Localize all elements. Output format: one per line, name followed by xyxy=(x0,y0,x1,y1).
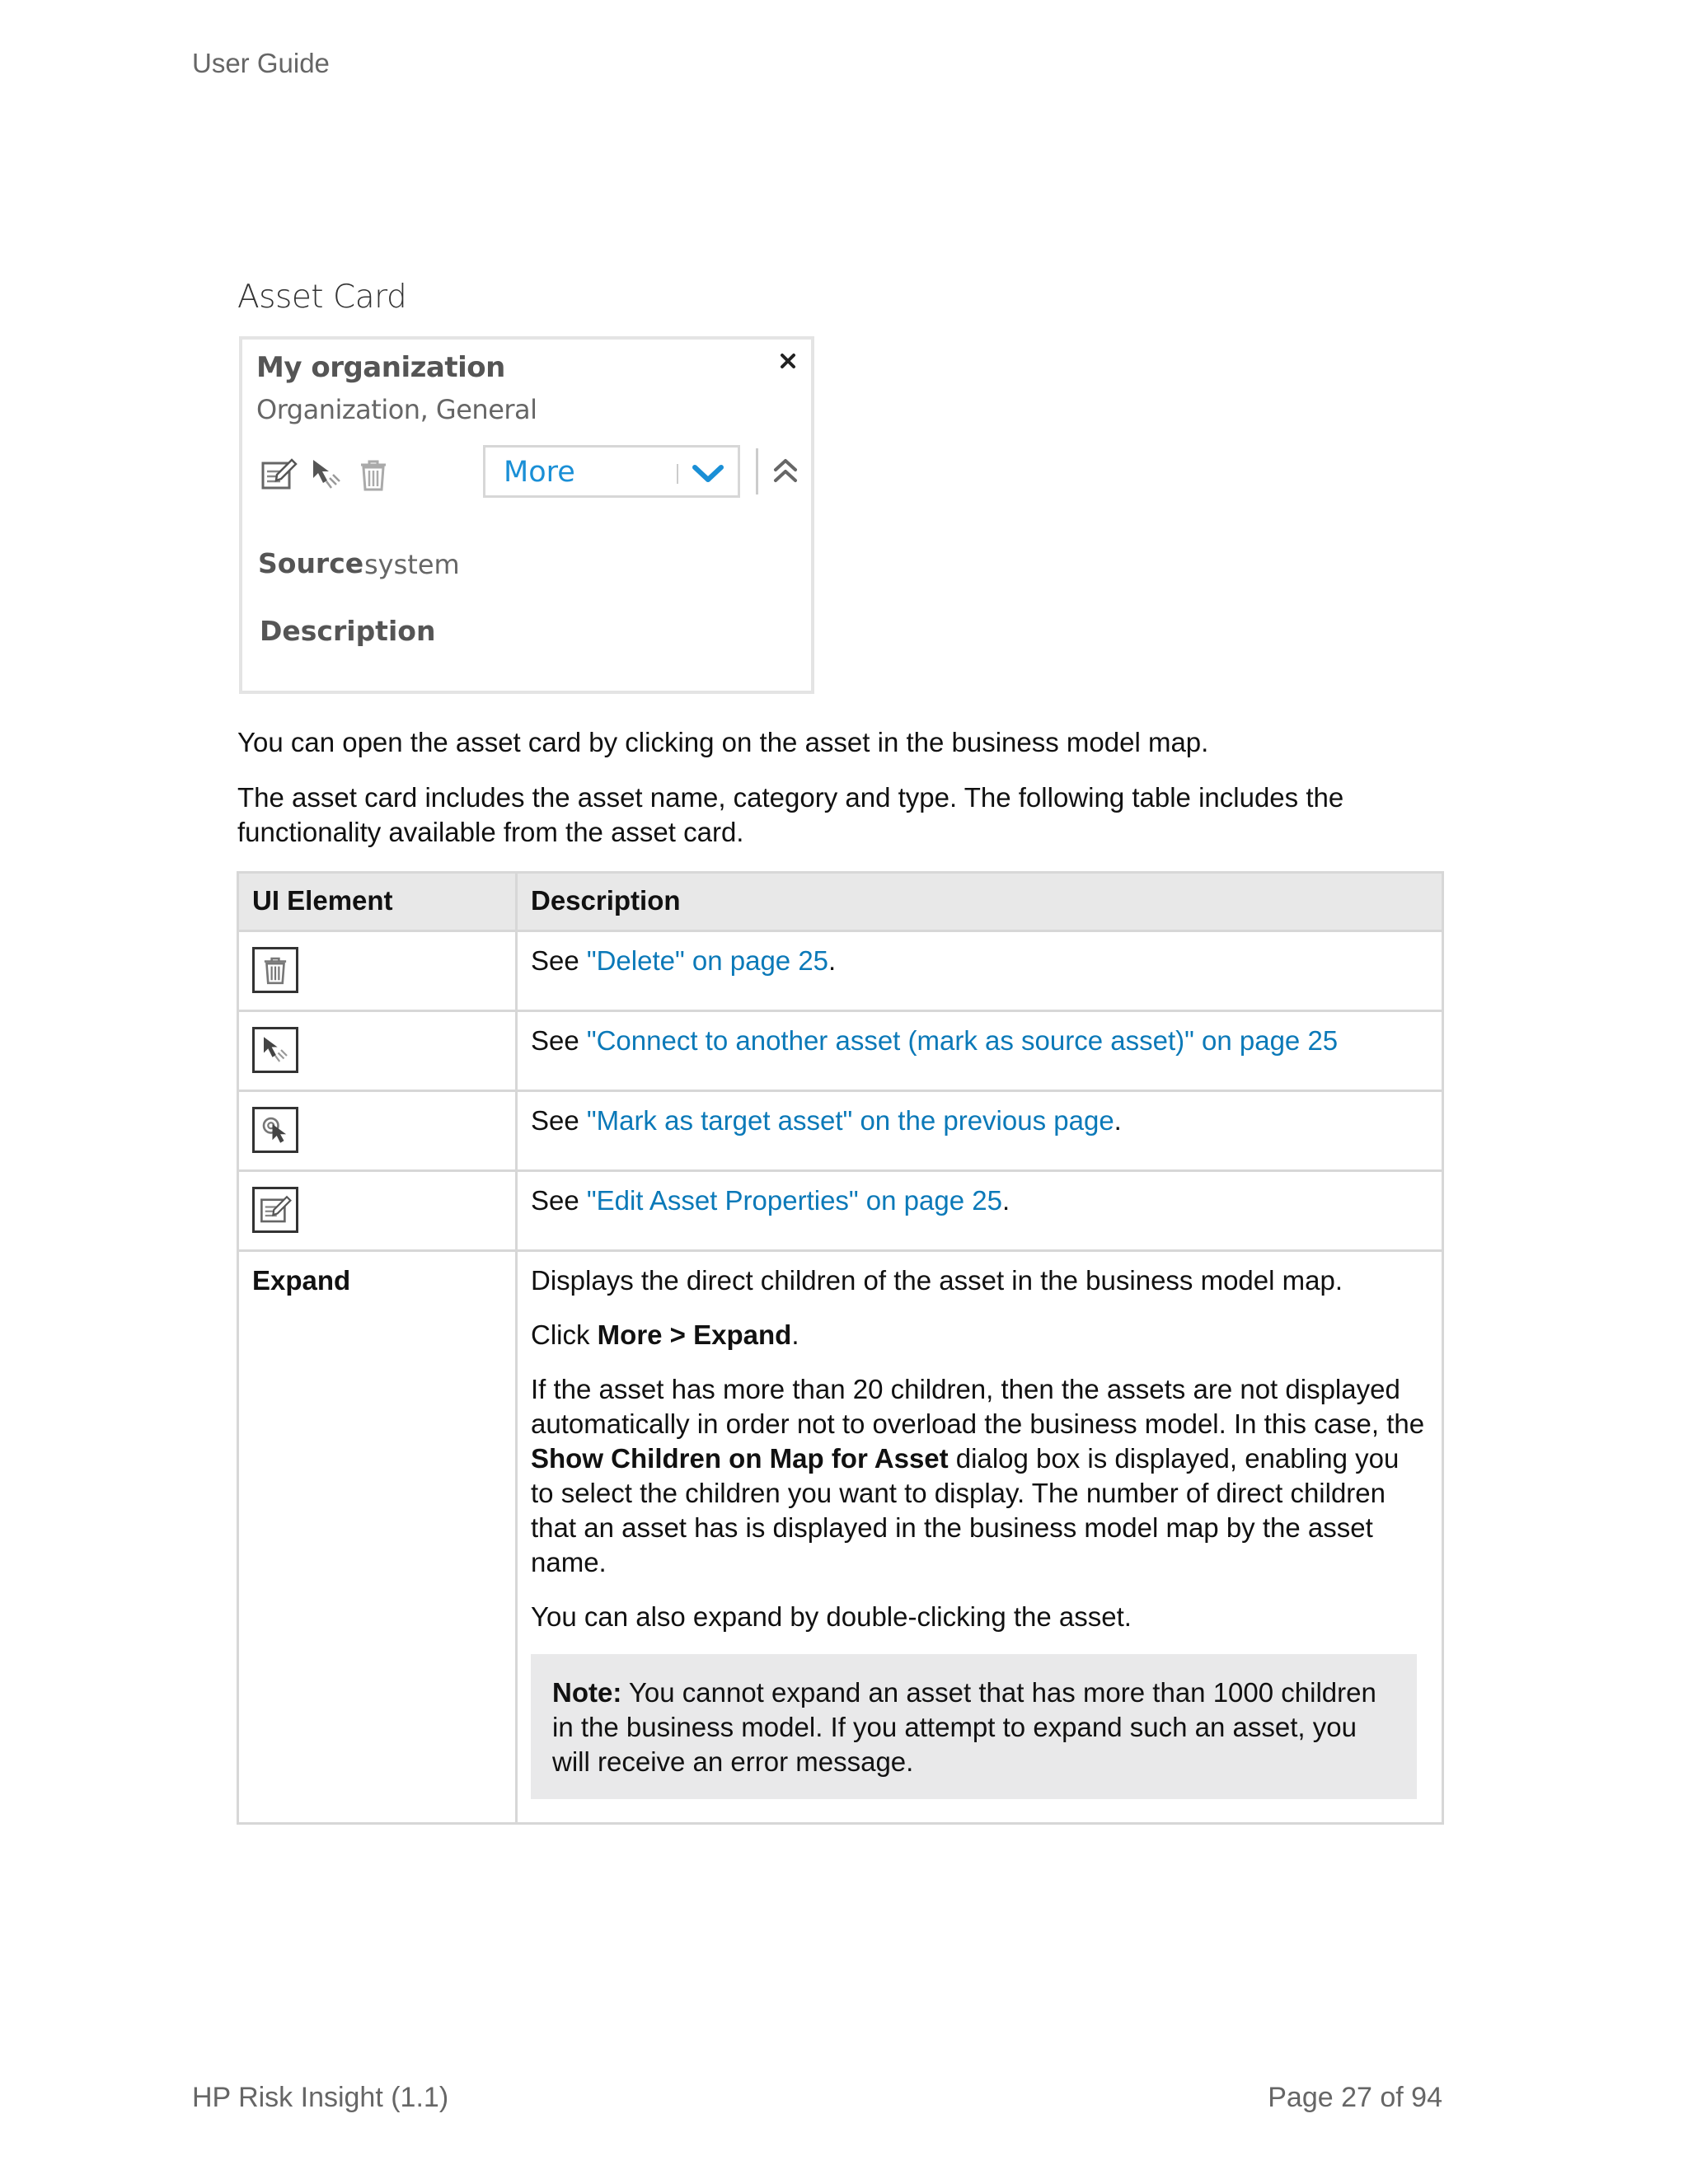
description-label: Description xyxy=(260,615,436,647)
link-edit-properties[interactable]: "Edit Asset Properties" on page 25 xyxy=(586,1185,1002,1216)
source-value: system xyxy=(364,549,460,580)
asset-name: My organization xyxy=(256,351,505,384)
expand-double-click: You can also expand by double-clicking the asset. xyxy=(531,1601,1132,1632)
expand-description: Displays the direct children of the asset in the business model map. xyxy=(531,1265,1343,1296)
footer-product: HP Risk Insight (1.1) xyxy=(192,2082,449,2113)
table-row xyxy=(238,1251,1443,1824)
table-row xyxy=(238,1091,1443,1171)
link-delete[interactable]: "Delete" on page 25 xyxy=(586,945,829,976)
link-suffix: . xyxy=(828,945,837,976)
note-box: Note: You cannot expand an asset that has more than 1000 children in the business model. If you attempt to expand such an asset, you will receive an error message. xyxy=(531,1654,1417,1799)
chevron-down-icon[interactable] xyxy=(690,459,726,487)
intro-paragraph-2: The asset card includes the asset name, category and type. The following table includes the functionality available from the asset card. xyxy=(237,782,1344,847)
footer-page-number: Page 27 of 94 xyxy=(1268,2082,1442,2113)
expand-click-instruction: Click More > Expand. xyxy=(531,1319,799,1350)
asset-card-toolbar xyxy=(259,445,803,503)
header-description: Description xyxy=(517,873,1443,931)
edit-properties-icon[interactable] xyxy=(259,455,298,494)
section-title: Asset Card xyxy=(237,279,407,316)
header-ui-element: UI Element xyxy=(238,873,517,931)
functionality-table xyxy=(237,871,1444,1825)
asset-category: Organization, General xyxy=(256,394,537,425)
mark-target-icon xyxy=(252,1107,298,1153)
dropdown-divider xyxy=(677,464,678,484)
collapse-up-icon[interactable] xyxy=(770,455,801,488)
toolbar-divider xyxy=(756,448,758,494)
see-prefix: See xyxy=(531,945,587,976)
link-mark-target[interactable]: "Mark as target asset" on the previous page xyxy=(586,1105,1114,1136)
see-prefix: See xyxy=(531,1185,587,1216)
more-dropdown[interactable] xyxy=(483,445,740,498)
delete-icon[interactable] xyxy=(354,455,393,494)
asset-card xyxy=(239,336,814,694)
table-row xyxy=(238,931,1443,1011)
connect-source-icon[interactable] xyxy=(307,455,346,494)
delete-icon xyxy=(252,947,298,993)
link-suffix: . xyxy=(1001,1185,1010,1216)
connect-source-icon xyxy=(252,1027,298,1073)
table-row xyxy=(238,1011,1443,1091)
source-label: Source xyxy=(258,547,364,579)
more-dropdown-label: More xyxy=(504,456,575,489)
running-header: User Guide xyxy=(192,48,330,78)
link-connect-asset[interactable]: "Connect to another asset (mark as source asset)" on page 25 xyxy=(586,1025,1339,1056)
see-prefix: See xyxy=(531,1025,587,1056)
table-row xyxy=(238,1171,1443,1251)
close-icon[interactable] xyxy=(773,346,803,376)
see-prefix: See xyxy=(531,1105,587,1136)
edit-properties-icon xyxy=(252,1187,298,1233)
table-header-row xyxy=(238,873,1443,931)
link-suffix: . xyxy=(1114,1105,1122,1136)
expand-label: Expand xyxy=(252,1265,351,1296)
expand-children-paragraph: If the asset has more than 20 children, then the assets are not displayed automatically in order not to overload the business model. In this case, the Show Children on Map for Asset dialog box is displayed, enabling you to select the children you want to display. The number of direct children that an asset has is displayed in the business model map by the asset name. xyxy=(531,1374,1425,1577)
intro-paragraph-1: You can open the asset card by clicking on the asset in the business model map. xyxy=(237,727,1209,757)
